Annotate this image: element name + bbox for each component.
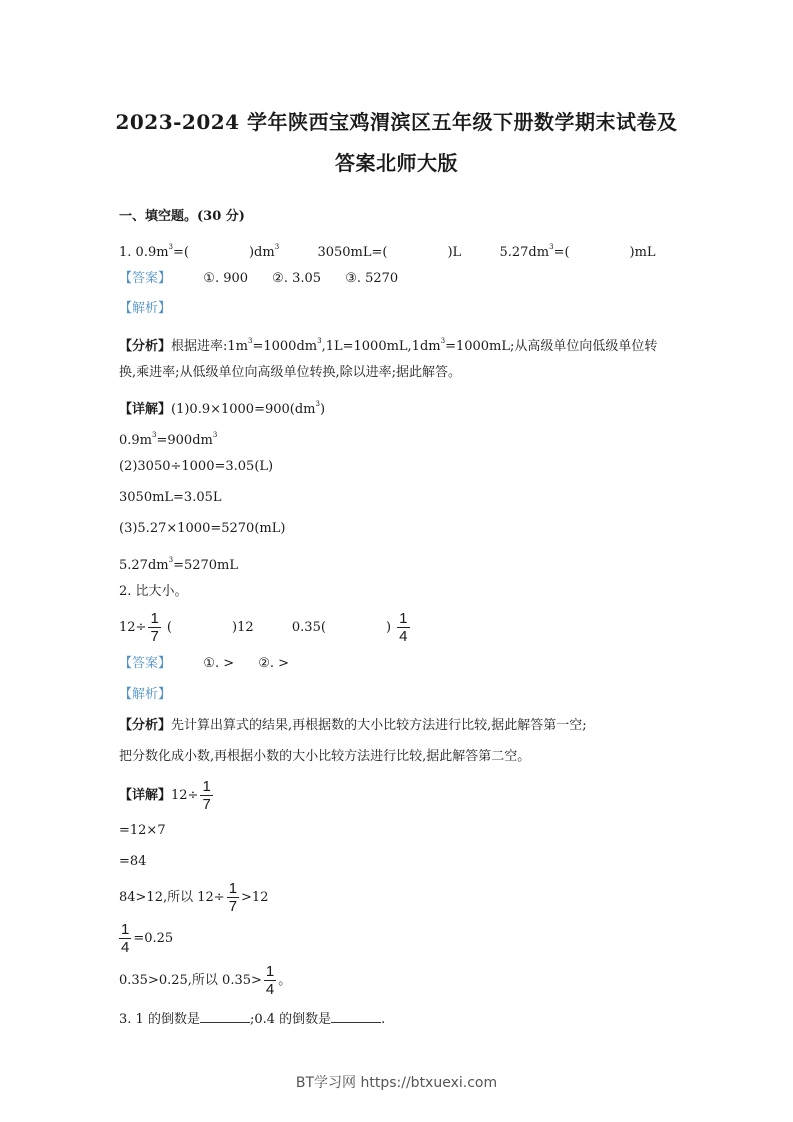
q1-detail-2-result: 3050mL=3.05L xyxy=(119,490,222,505)
q2-step2: =84 xyxy=(119,854,147,869)
fraction-1-4: $\frac{1}{4}$ xyxy=(399,610,408,645)
q2-analysis-label: 【解析】 xyxy=(119,687,172,702)
q2-answer: 【答案】 ①. > ②. > xyxy=(119,656,290,671)
q1-analysis-label: 【解析】 xyxy=(119,301,172,316)
q1-analysis-line1: 【分析】根据进率$:1m^3=1000dm^3,1L=1000mL,1dm^3=1000mL$;从高级单位向低级单位转 xyxy=(119,337,658,354)
answer-label: 【答案】 xyxy=(119,656,172,671)
answer-label: 【答案】 xyxy=(119,271,172,286)
q1-detail-1-result: $0.9m^3=900dm^3$ xyxy=(119,431,218,448)
doc-title-line1: 2023-2024 学年陕西宝鸡渭滨区五年级下册数学期末试卷及 xyxy=(115,110,678,134)
q2-step1: =12×7 xyxy=(119,823,166,838)
answer-blank-2 xyxy=(331,1010,381,1023)
section-heading: 一、填空题。(30 分) xyxy=(119,209,245,224)
q1-detail-2: (2)3050÷1000=3.05(L) xyxy=(119,459,274,474)
q2-step5: 0.35>0.25,所以 0.35> $\frac{1}{4}$ 。 xyxy=(119,963,292,998)
q2-step4: $\frac{1}{4}$ =0.25 xyxy=(121,921,174,956)
q2-analysis-line1: 【分析】先计算出算式的结果,再根据数的大小比较方法进行比较,据此解答第一空; xyxy=(119,718,587,733)
q1-analysis-line2: 换,乘进率;从低级单位向高级单位转换,除以进率;据此解答。 xyxy=(119,365,462,380)
q2-heading: 2. 比大小。 xyxy=(119,584,188,599)
q1-detail-3: (3)5.27×1000=5270(mL) xyxy=(119,521,286,536)
q3-question: 3. 1 的倒数是 ;0.4 的倒数是 . xyxy=(119,1012,386,1027)
q1-detail-3-result: $5.27dm^3=5270mL$ xyxy=(119,556,239,573)
q1-answer: 【答案】 ①. 900 ②. 3.05 ③. 5270 xyxy=(119,271,399,286)
q1-detail-1: 【详解】$(1)0.9\times 1000=900(dm^3)$ xyxy=(119,400,326,417)
q2-analysis-line2: 把分数化成小数,再根据小数的大小比较方法进行比较,据此解答第二空。 xyxy=(119,749,531,764)
footer-watermark: BT学习网 https://btxuexi.com xyxy=(295,1075,498,1091)
answer-blank-1 xyxy=(200,1010,250,1023)
q2-question: 12÷ $\frac{1}{7}$ ( )12 0.35( ) $\frac{1}{4}$ xyxy=(119,610,408,645)
doc-title-line2: 答案北师大版 xyxy=(335,151,458,175)
q1-question: 1. $0.9m^3=$( )$dm^3$ 3050mL=( )L $5.27dm^3=$( )mL xyxy=(119,243,656,260)
q2-detail: 【详解】12÷ $\frac{1}{7}$ xyxy=(119,778,211,813)
q2-step3: 84>12,所以 12÷ $\frac{1}{7}$ >12 xyxy=(119,880,269,915)
fraction-1-7: $\frac{1}{7}$ xyxy=(150,610,159,645)
